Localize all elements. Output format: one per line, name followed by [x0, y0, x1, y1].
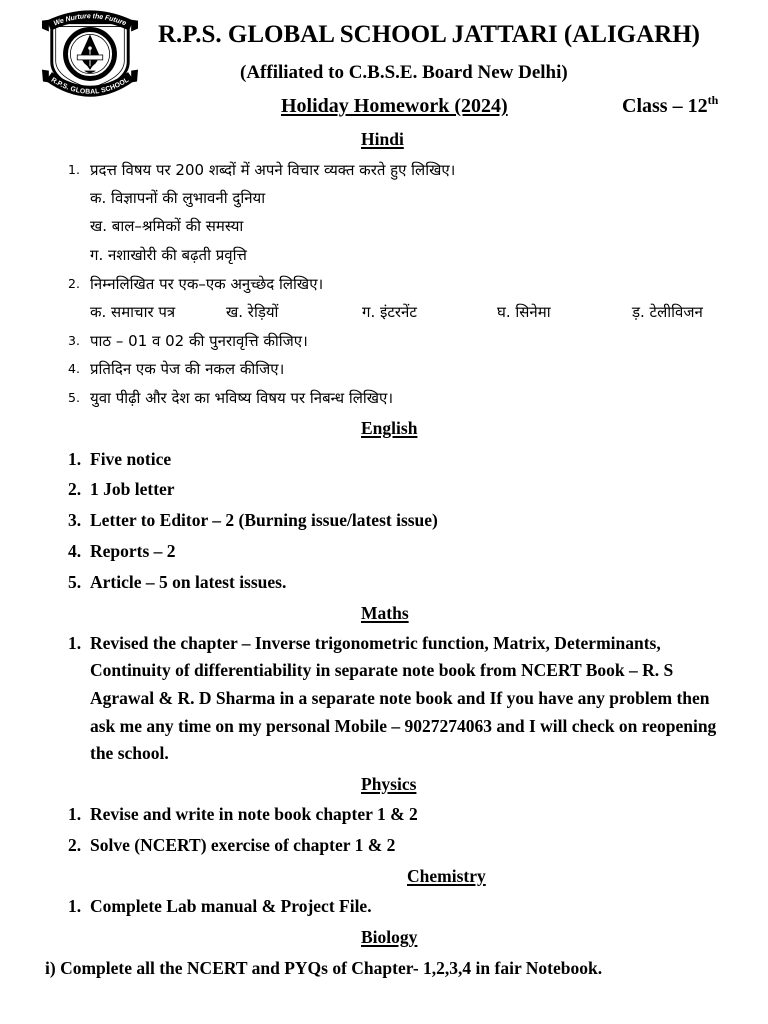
- section-heading-biology: Biology: [361, 927, 418, 947]
- hindi-item-text: निम्नलिखित पर एक–एक अनुच्छेद लिखिए।: [90, 275, 324, 293]
- biology-item-text: i) Complete all the NCERT and PYQs of Chapter- 1,2,3,4 in fair Notebook.: [45, 958, 603, 978]
- english-item-number: 4.: [68, 541, 82, 561]
- section-heading-hindi: Hindi: [361, 129, 404, 149]
- hindi-item-text: पाठ – 01 व 02 की पुनरावृत्ति कीजिए।: [90, 332, 308, 350]
- section-heading-chemistry: Chemistry: [407, 866, 486, 886]
- maths-item-line: Agrawal & R. D Sharma in a separate note book and If you have any problem then: [90, 688, 710, 708]
- hindi-item-number: 1.: [68, 162, 80, 177]
- english-item-text: Letter to Editor – 2 (Burning issue/latest issue): [90, 510, 438, 530]
- maths-item-line: Revised the chapter – Inverse trigonometric function, Matrix, Determinants,: [90, 633, 661, 653]
- hindi-option: क. समाचार पत्र: [90, 303, 176, 321]
- section-heading-physics: Physics: [361, 774, 417, 794]
- english-item-number: 1.: [68, 449, 82, 469]
- chemistry-item-number: 1.: [68, 896, 82, 916]
- english-item-number: 3.: [68, 510, 82, 530]
- chemistry-item-text: Complete Lab manual & Project File.: [90, 896, 372, 916]
- english-item-number: 2.: [68, 479, 82, 499]
- class-label-text: Class – 12: [622, 95, 708, 117]
- section-heading-english: English: [361, 418, 418, 438]
- class-label: [622, 94, 718, 118]
- physics-item-text: Solve (NCERT) exercise of chapter 1 & 2: [90, 835, 396, 855]
- class-label-suffix: th: [707, 93, 719, 107]
- hindi-item-text: प्रतिदिन एक पेज की नकल कीजिए।: [90, 360, 285, 378]
- hindi-option: घ. सिनेमा: [497, 303, 551, 321]
- section-heading-maths: Maths: [361, 603, 409, 623]
- physics-item-text: Revise and write in note book chapter 1 & 2: [90, 804, 418, 824]
- hindi-option: ग. इंटरनेंट: [362, 303, 417, 321]
- maths-item-number: 1.: [68, 633, 82, 653]
- english-item-number: 5.: [68, 572, 82, 592]
- hindi-item-number: 3.: [68, 333, 80, 348]
- hindi-item-number: 4.: [68, 361, 80, 376]
- homework-title: Holiday Homework (2024): [281, 95, 508, 117]
- hindi-option: ड़. टेलीविजन: [632, 303, 703, 321]
- hindi-item-text: प्रदत्त विषय पर 200 शब्दों में अपने विचार व्यक्त करते हुए लिखिए।: [90, 161, 456, 179]
- hindi-subitem: ख. बाल–श्रमिकों की समस्या: [90, 217, 244, 235]
- english-item-text: Reports – 2: [90, 541, 176, 561]
- school-name: R.P.S. GLOBAL SCHOOL JATTARI (ALIGARH): [158, 21, 701, 48]
- english-item-text: Article – 5 on latest issues.: [90, 572, 287, 592]
- hindi-item-number: 2.: [68, 276, 80, 291]
- hindi-item-text: युवा पीढ़ी और देश का भविष्य विषय पर निबन्ध लिखिए।: [90, 389, 394, 407]
- english-item-text: Five notice: [90, 449, 172, 469]
- physics-item-number: 2.: [68, 835, 82, 855]
- affiliation-text: (Affiliated to C.B.S.E. Board New Delhi): [240, 62, 568, 83]
- maths-item-line: ask me any time on my personal Mobile – 9027274063 and I will check on reopening: [90, 716, 717, 736]
- hindi-subitem: क. विज्ञापनों की लुभावनी दुनिया: [90, 189, 266, 207]
- maths-item-line: the school.: [90, 743, 169, 763]
- physics-item-number: 1.: [68, 804, 82, 824]
- school-logo: [40, 5, 140, 103]
- hindi-subitem: ग. नशाखोरी की बढ़ती प्रवृत्ति: [90, 246, 247, 264]
- hindi-option: ख. रेड़ियों: [226, 303, 279, 321]
- hindi-item-number: 5.: [68, 390, 80, 405]
- logo-ribbon-text: R.P.S. GLOBAL SCHOOL: [49, 76, 131, 96]
- maths-item-line: Continuity of differentiability in separate note book from NCERT Book – R. S: [90, 660, 674, 680]
- english-item-text: 1 Job letter: [90, 479, 175, 499]
- logo-banner-text: We Nurture the Future: [52, 13, 128, 28]
